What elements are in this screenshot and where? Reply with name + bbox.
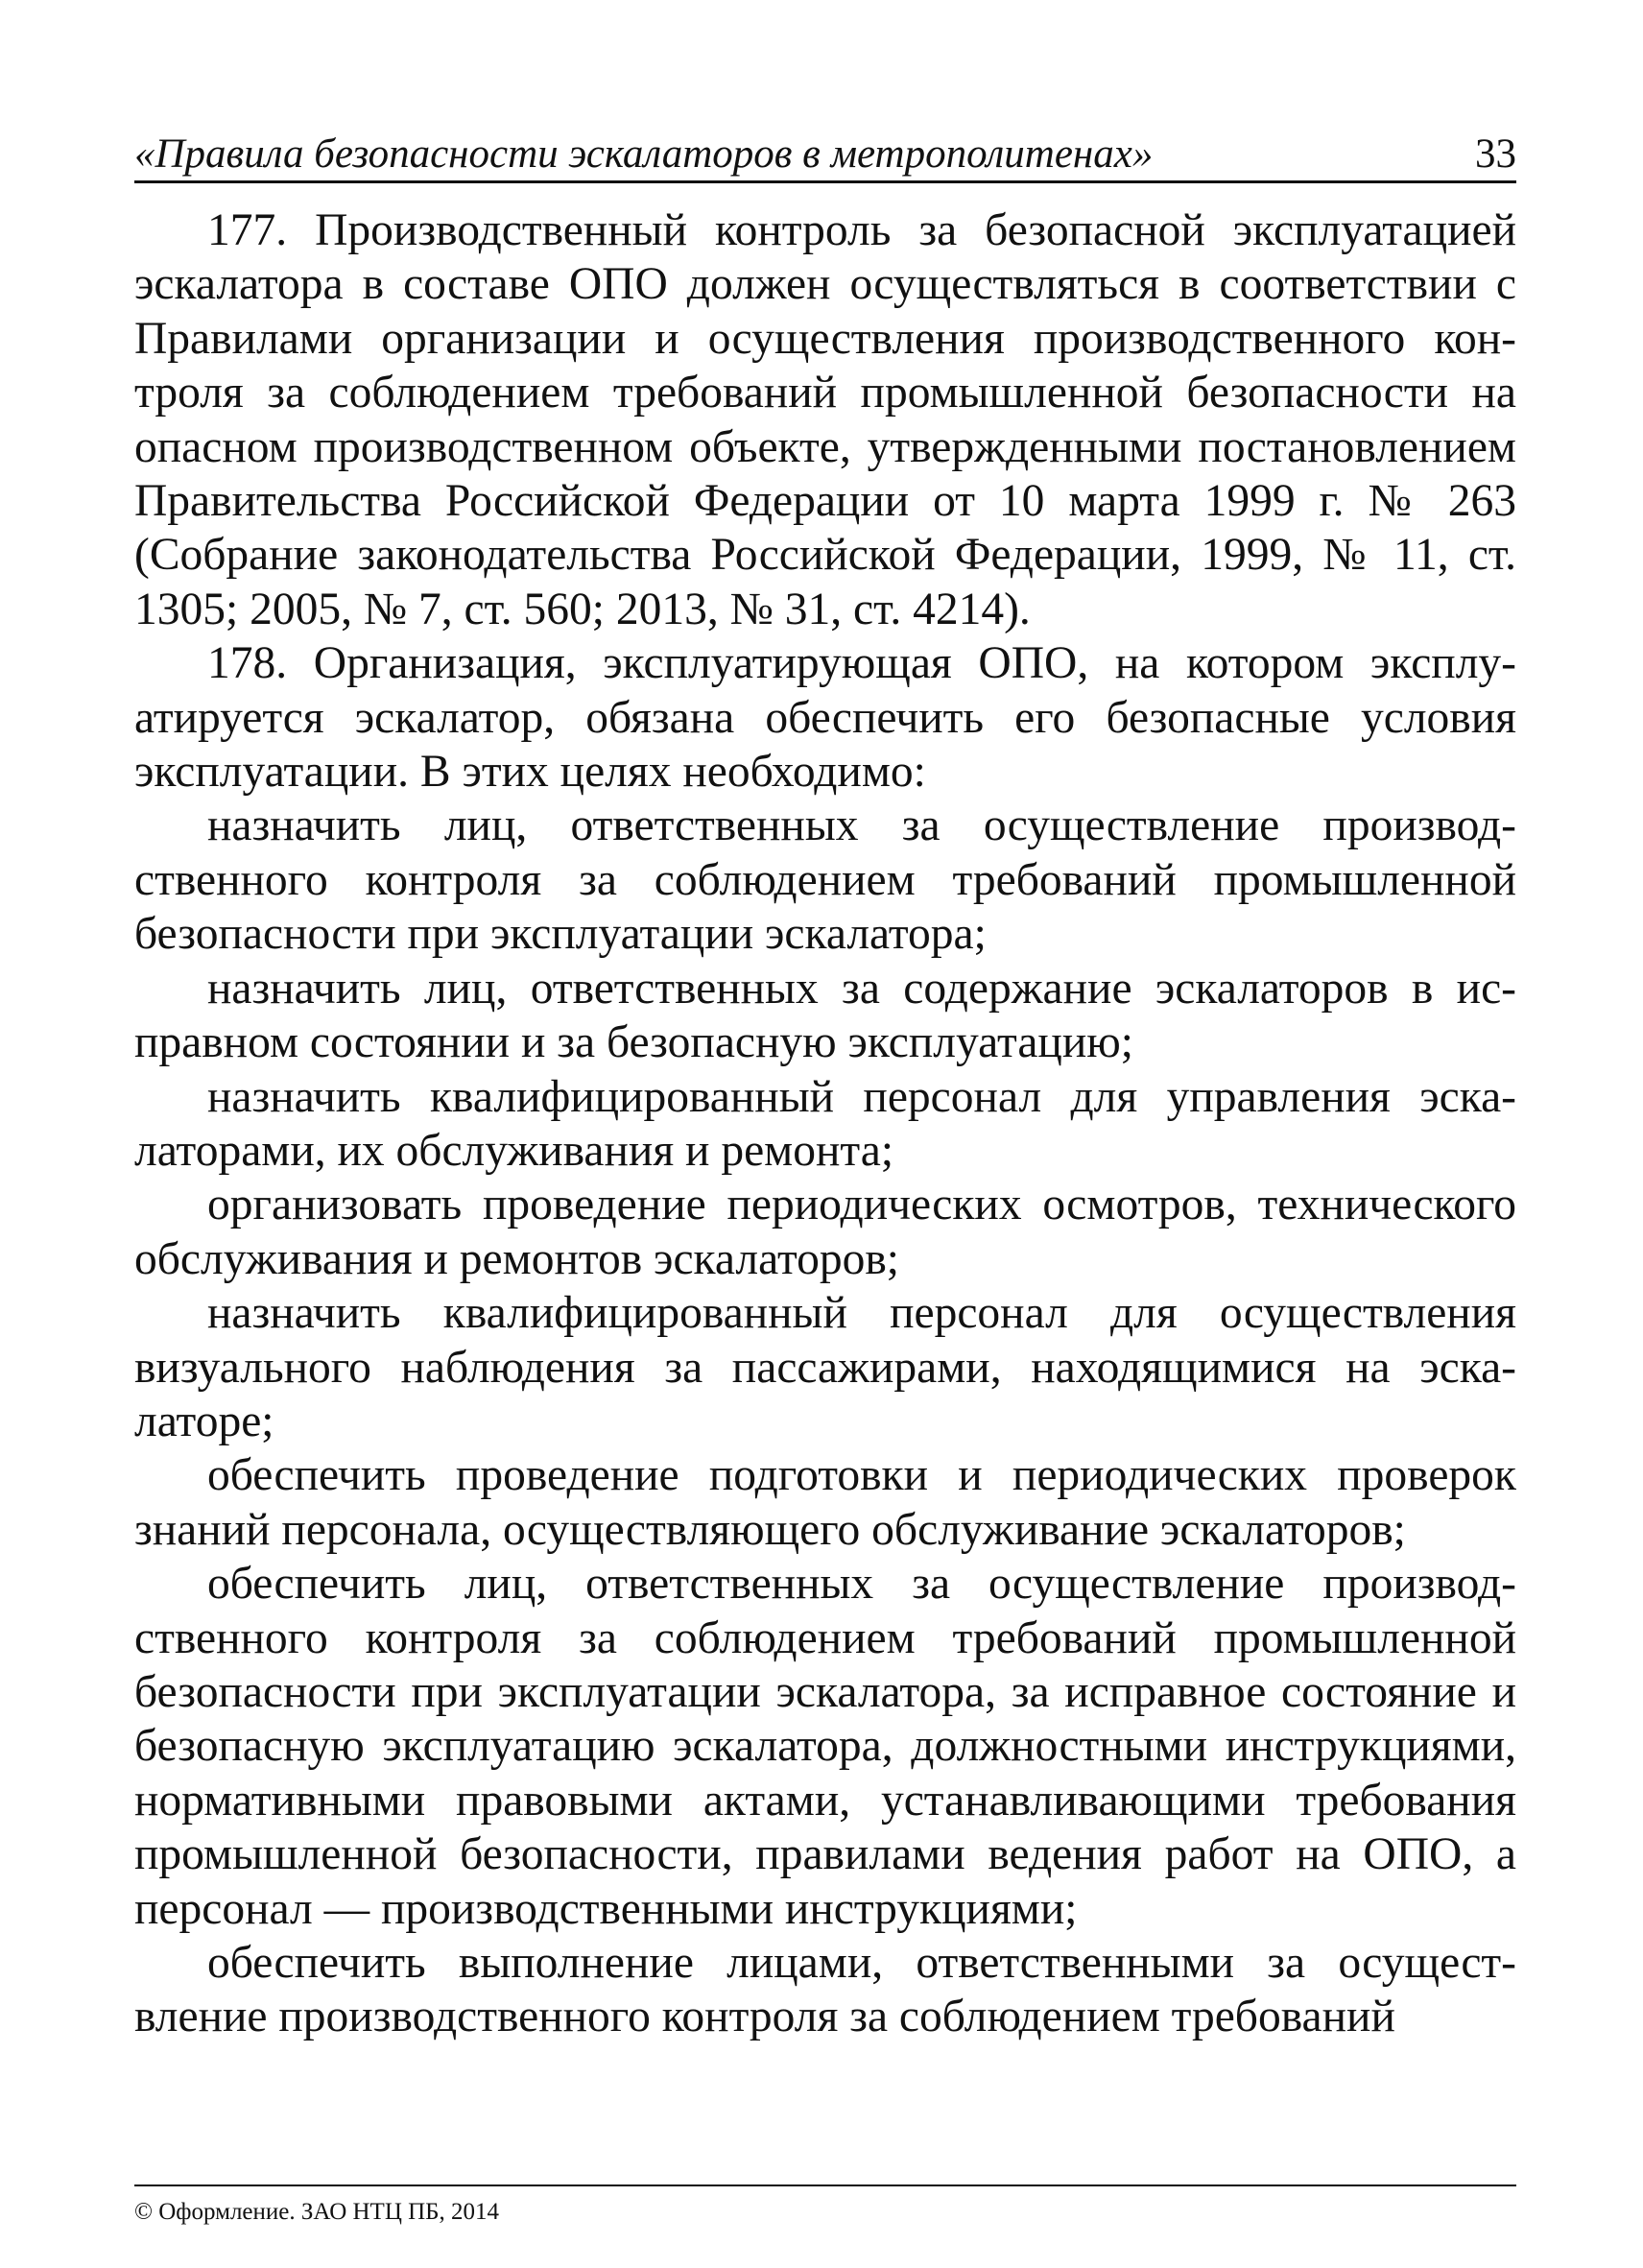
footer-copyright: © Оформление. ЗАО НТЦ ПБ, 2014 xyxy=(134,2199,500,2225)
page-number: 33 xyxy=(1475,131,1516,177)
page-body xyxy=(134,203,1516,2044)
list-item: назначить квалифицированный персонал для осуществления визуального наблюдения за пассажирами, находящимися на эскалаторе; xyxy=(134,1288,1516,1446)
header-divider xyxy=(134,180,1516,183)
list-item: организовать проведение периодических осмотров, технического обслуживания и ремонтов эскалаторов; xyxy=(134,1180,1516,1284)
footer-divider xyxy=(134,2184,1516,2186)
list-item: обеспечить проведение подготовки и периодических проверок знаний персонала, осуществляющего обслуживание эскалаторов; xyxy=(134,1450,1516,1555)
paragraph-177: 177. Производственный контроль за безопасной эксплуатацией эскалатора в составе ОПО должен осуществляться в соответствии с Правилами организации и осуществления производственного контроля за соблюдением требований промышленной безопасности на опасном производственном объекте, утвержденными постановлением Правительства Российской Федерации от 10 марта 1999 г. № 263 (Собрание законодательства Российской Федерации, 1999, № 11, ст. 1305; 2005, № 7, ст. 560; 2013, № 31, ст. 4214). xyxy=(134,205,1516,634)
paragraph-178: 178. Организация, эксплуатирующая ОПО, на котором эксплуатируется эскалатор, обязана обеспечить его безопасные условия эксплуатации. В этих целях необходимо: xyxy=(134,638,1516,798)
list-item: назначить квалифицированный персонал для управления эскалаторами, их обслуживания и ремонта; xyxy=(134,1071,1516,1176)
list-item: обеспечить выполнение лицами, ответственными за осуществление производственного контроля за соблюдением требований xyxy=(134,1938,1516,2042)
document-title: «Правила безопасности эскалаторов в метрополитенах» xyxy=(134,131,1154,177)
list-item: обеспечить лиц, ответственных за осуществление производственного контроля за соблюдением требований промышленной безопасности при эксплуатации эскалатора, за исправное состояние и безопасную эксплуатацию эскалатора, должностными инструкциями, нормативными правовыми актами, устанавливающими требования промышленной безопасности, правилами ведения работ на ОПО, а персонал — производственными инструкциями; xyxy=(134,1559,1516,1934)
list-item: назначить лиц, ответственных за содержание эскалаторов в исправном состоянии и за безопасную эксплуатацию; xyxy=(134,963,1516,1068)
list-item: назначить лиц, ответственных за осуществление производственного контроля за соблюдением требований промышленной безопасности при эксплуатации эскалатора; xyxy=(134,800,1516,960)
running-header xyxy=(134,127,1516,182)
